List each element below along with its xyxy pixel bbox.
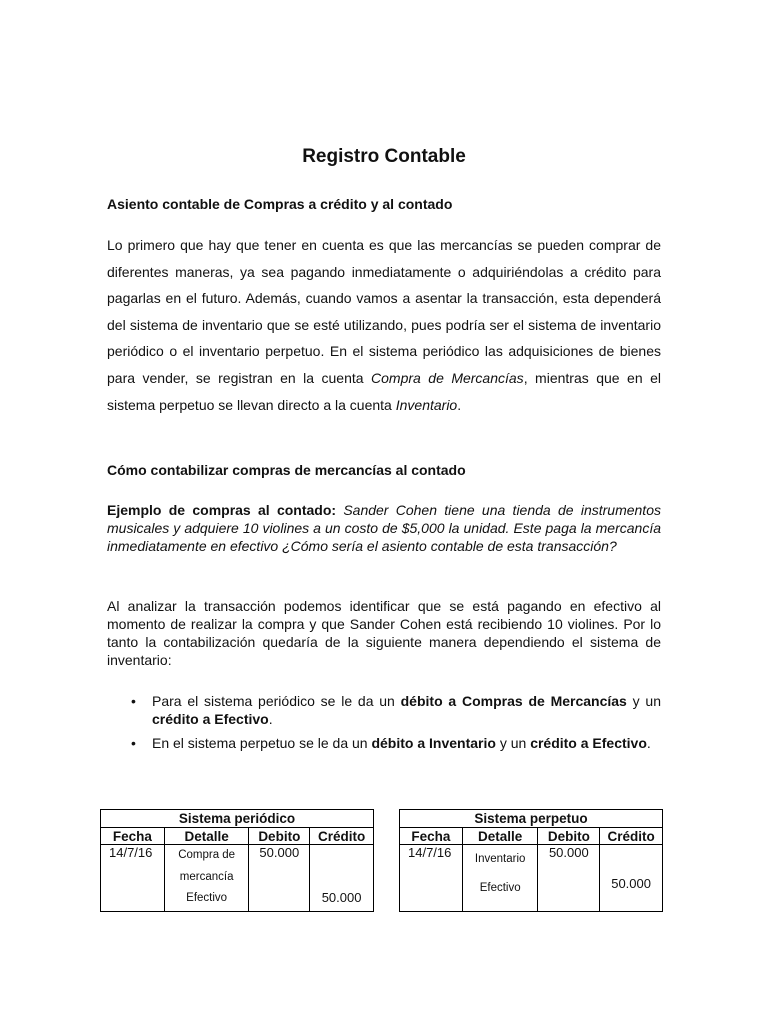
detail-line: Efectivo bbox=[186, 892, 228, 904]
column-header-detalle: Detalle bbox=[462, 828, 538, 845]
table-row bbox=[101, 845, 374, 912]
bullet-bold: crédito a Efectivo bbox=[152, 711, 269, 727]
debit-cell: 50.000 bbox=[538, 845, 600, 912]
bullet-text: y un bbox=[495, 735, 531, 751]
detail-line: Inventario bbox=[474, 853, 526, 865]
credit-value: 50.000 bbox=[321, 890, 362, 905]
bullet-text: En el sistema perpetuo se le da un bbox=[152, 735, 372, 751]
credit-cell bbox=[310, 845, 374, 912]
perpetual-system-table bbox=[399, 809, 663, 912]
detail-line: mercancía bbox=[179, 870, 234, 883]
detail-cell bbox=[164, 845, 249, 912]
column-header-credito: Crédito bbox=[600, 828, 663, 845]
example-text: Sander Cohen tiene una tienda de instrumentos musicales y adquiere 10 violines a un costo de $5,000 la unidad. Este paga la mercancía inmediatamente en efectivo ¿Cómo sería el asiento contable de esta transacción? bbox=[107, 502, 661, 554]
page-title: Registro Contable bbox=[302, 146, 466, 167]
debit-cell: 50.000 bbox=[249, 845, 310, 912]
intro-text-1: Lo primero que hay que tener en cuenta es que las mercancías se pueden comprar de diferentes maneras, ya sea pagando inmediatamente o adquiriéndolas a crédito para pagarlas en el futuro. Además, cuando vamos a asentar la transacción, esta dependerá del sistema de inventario que se esté utilizando, pues podría ser el sistema de inventario periódico o el inventario perpetuo. En el sistema periódico las adquisiciones de bienes para vender, se registran en la cuenta bbox=[107, 237, 661, 386]
column-header-debito: Debito bbox=[538, 828, 600, 845]
intro-paragraph bbox=[107, 232, 661, 418]
bullet-icon: • bbox=[131, 735, 136, 751]
detail-line: Compra de bbox=[178, 849, 236, 861]
bullet-icon: • bbox=[131, 693, 136, 709]
column-header-fecha: Fecha bbox=[400, 828, 463, 845]
intro-text-2: , mientras que en el sistema perpetuo se llevan directo a la cuenta bbox=[107, 369, 661, 413]
credit-cell bbox=[600, 845, 663, 912]
column-header-debito: Debito bbox=[249, 828, 310, 845]
table-caption: Sistema perpetuo bbox=[400, 810, 663, 828]
column-header-fecha: Fecha bbox=[101, 828, 165, 845]
bullet-list bbox=[107, 692, 661, 758]
bullet-text: . bbox=[268, 711, 273, 727]
bullet-text: y un bbox=[626, 693, 661, 709]
example-paragraph bbox=[107, 501, 661, 555]
intro-emphasis-compra: Compra de Mercancías bbox=[371, 369, 524, 386]
analysis-paragraph: Al analizar la transacción podemos identificar que se está pagando en efectivo al momento de realizar la compra y que Sander Cohen está recibiendo 10 violines. Por lo tanto la contabilización quedaría de la siguiente manera dependiendo el sistema de inventario: bbox=[107, 598, 661, 668]
bullet-bold: crédito a Efectivo bbox=[530, 735, 647, 751]
column-header-credito: Crédito bbox=[310, 828, 374, 845]
intro-emphasis-inventario: Inventario bbox=[395, 396, 458, 413]
column-header-detalle: Detalle bbox=[164, 828, 249, 845]
section-heading-contado: Cómo contabilizar compras de mercancías al contado bbox=[107, 462, 466, 478]
example-label: Ejemplo de compras al contado: bbox=[107, 502, 337, 518]
list-item bbox=[107, 692, 661, 728]
table-caption: Sistema periódico bbox=[101, 810, 374, 828]
bullet-text: . bbox=[646, 735, 651, 751]
date-cell: 14/7/16 bbox=[400, 845, 463, 912]
date-cell: 14/7/16 bbox=[101, 845, 165, 912]
bullet-bold: débito a Compras de Mercancías bbox=[400, 693, 627, 709]
detail-line: Efectivo bbox=[479, 882, 521, 894]
table-row bbox=[400, 845, 663, 912]
credit-value: 50.000 bbox=[611, 876, 651, 891]
periodic-system-table bbox=[100, 809, 374, 912]
detail-cell bbox=[462, 845, 538, 912]
section-heading-compras: Asiento contable de Compras a crédito y al contado bbox=[107, 196, 453, 212]
list-item bbox=[107, 734, 661, 752]
intro-text-3: . bbox=[457, 396, 462, 413]
bullet-text: Para el sistema periódico se le da un bbox=[152, 693, 401, 709]
bullet-bold: débito a Inventario bbox=[371, 735, 496, 751]
